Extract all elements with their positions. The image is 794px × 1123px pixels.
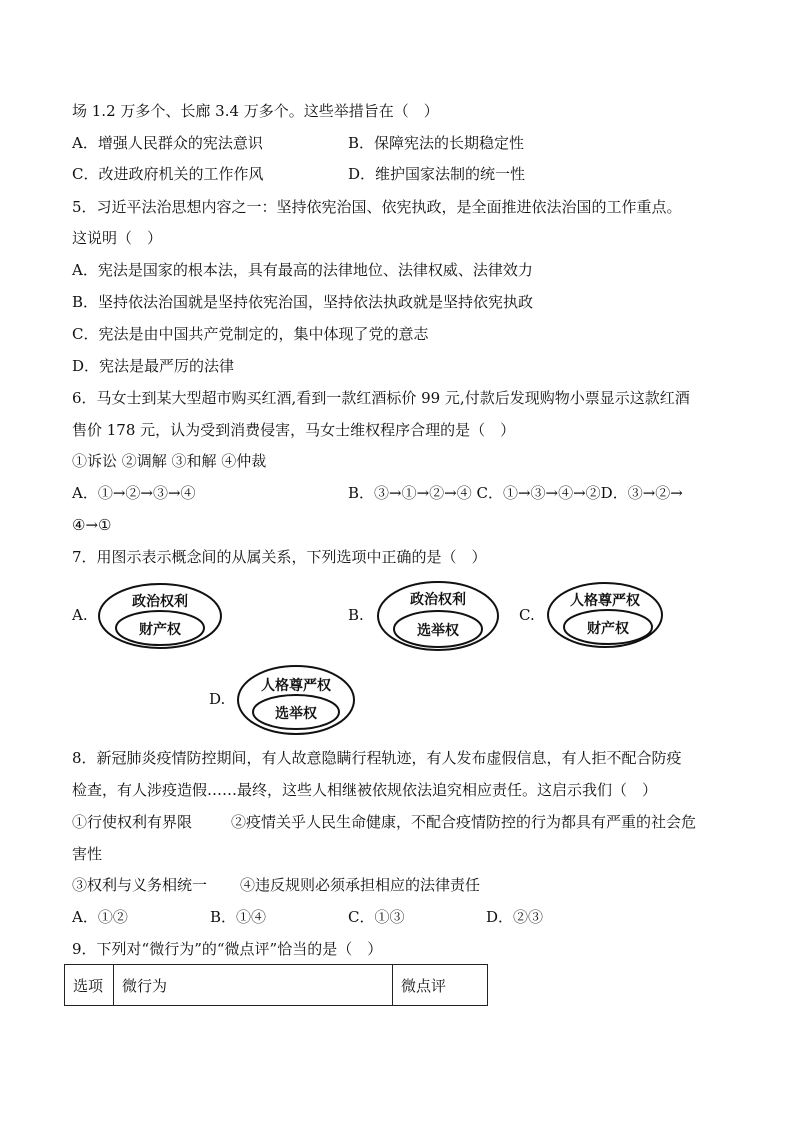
q8-stem-line2: 检查，有人涉疫造假……最终，这些人相继被依规依法追究相应责任。这启示我们（ ）: [72, 781, 658, 799]
q7-option-b-outer-label: 政治权利: [410, 592, 466, 608]
q7-option-b-letter: B.: [348, 606, 364, 624]
q7-option-a-inner-label: 财产权: [139, 622, 181, 638]
q7-option-a-letter: A.: [72, 606, 88, 624]
q7-option-a-outer-label: 政治权利: [132, 594, 188, 610]
q7-option-d-inner-label: 选举权: [275, 706, 317, 722]
q5-option-b: B．坚持依法治国就是坚持依宪治国，坚持依法执政就是坚持依宪执政: [72, 293, 534, 311]
q7-option-d-letter: D.: [209, 690, 226, 708]
q6-option-d-continued: ④→①: [72, 516, 112, 534]
q5-stem-line2: 这说明（ ）: [72, 229, 163, 247]
q6-items: ①诉讼 ②调解 ③和解 ④仲裁: [72, 452, 267, 470]
q4-option-b: B．保障宪法的长期稳定性: [348, 134, 525, 152]
q5-option-c: C．宪法是由中国共产党制定的，集中体现了党的意志: [72, 325, 429, 343]
q8-item-4: ④违反规则必须承担相应的法律责任: [240, 876, 481, 894]
q6-stem-line2: 售价 178 元，认为受到消费侵害，马女士维权程序合理的是（ ）: [72, 421, 516, 439]
q8-stem-line1: 8．新冠肺炎疫情防控期间，有人故意隐瞒行程轨迹，有人发布虚假信息，有人拒不配合防疫: [72, 749, 682, 767]
q4-option-d: D．维护国家法制的统一性: [348, 165, 526, 183]
q8-option-a: A．①②: [72, 908, 128, 926]
q9-table: [64, 964, 488, 1006]
q5-option-a: A．宪法是国家的根本法，具有最高的法律地位、法律权威、法律效力: [72, 261, 533, 279]
q8-item-2-continued: 害性: [72, 845, 103, 863]
q6-option-a: A．①→②→③→④: [72, 484, 196, 502]
q8-option-c: C．①③: [348, 908, 405, 926]
q8-item-2: ②疫情关乎人民生命健康，不配合疫情防控的行为都具有严重的社会危: [231, 813, 697, 831]
q7-option-d-outer-label: 人格尊严权: [261, 678, 331, 694]
q5-option-d: D．宪法是最严厉的法律: [72, 357, 235, 375]
q8-item-3: ③权利与义务相统一: [72, 876, 208, 894]
q7-option-b-inner-label: 选举权: [417, 623, 459, 639]
q7-option-d-diagram: [236, 664, 356, 736]
q7-stem: 7．用图示表示概念间的从属关系，下列选项中正确的是（ ）: [72, 548, 487, 566]
q9-header-micro-behavior: 微行为: [114, 965, 393, 1006]
q4-option-c: C．改进政府机关的工作作风: [72, 165, 264, 183]
q7-option-b-diagram: [376, 580, 500, 652]
q5-stem-line1: 5．习近平法治思想内容之一：坚持依宪治国、依宪执政，是全面推进依法治国的工作重点。: [72, 198, 682, 216]
q7-option-a-diagram: [97, 582, 223, 650]
q9-stem: 9．下列对“微行为”的“微点评”恰当的是（ ）: [72, 940, 383, 958]
q7-option-c-outer-label: 人格尊严权: [570, 593, 640, 609]
q8-item-1: ①行使权利有界限: [72, 813, 193, 831]
q7-option-c-diagram: [546, 581, 664, 649]
q9-header-micro-comment: 微点评: [393, 965, 488, 1006]
q8-option-d: D．②③: [486, 908, 544, 926]
q6-options-bcd: B．③→①→②→④ C．①→③→④→②D．③→②→: [348, 484, 683, 502]
q7-option-c-inner-label: 财产权: [587, 621, 629, 637]
q7-option-c-letter: C.: [519, 606, 535, 624]
q4-stem-tail: 场 1.2 万多个、长廊 3.4 万多个。这些举措旨在（ ）: [72, 102, 439, 120]
q9-header-option: 选项: [65, 965, 114, 1006]
q6-stem-line1: 6．马女士到某大型超市购买红酒,看到一款红酒标价 99 元,付款后发现购物小票显示这款红酒: [72, 389, 690, 407]
table-row: [65, 965, 488, 1006]
q4-option-a: A．增强人民群众的宪法意识: [72, 134, 263, 152]
q8-option-b: B．①④: [210, 908, 267, 926]
